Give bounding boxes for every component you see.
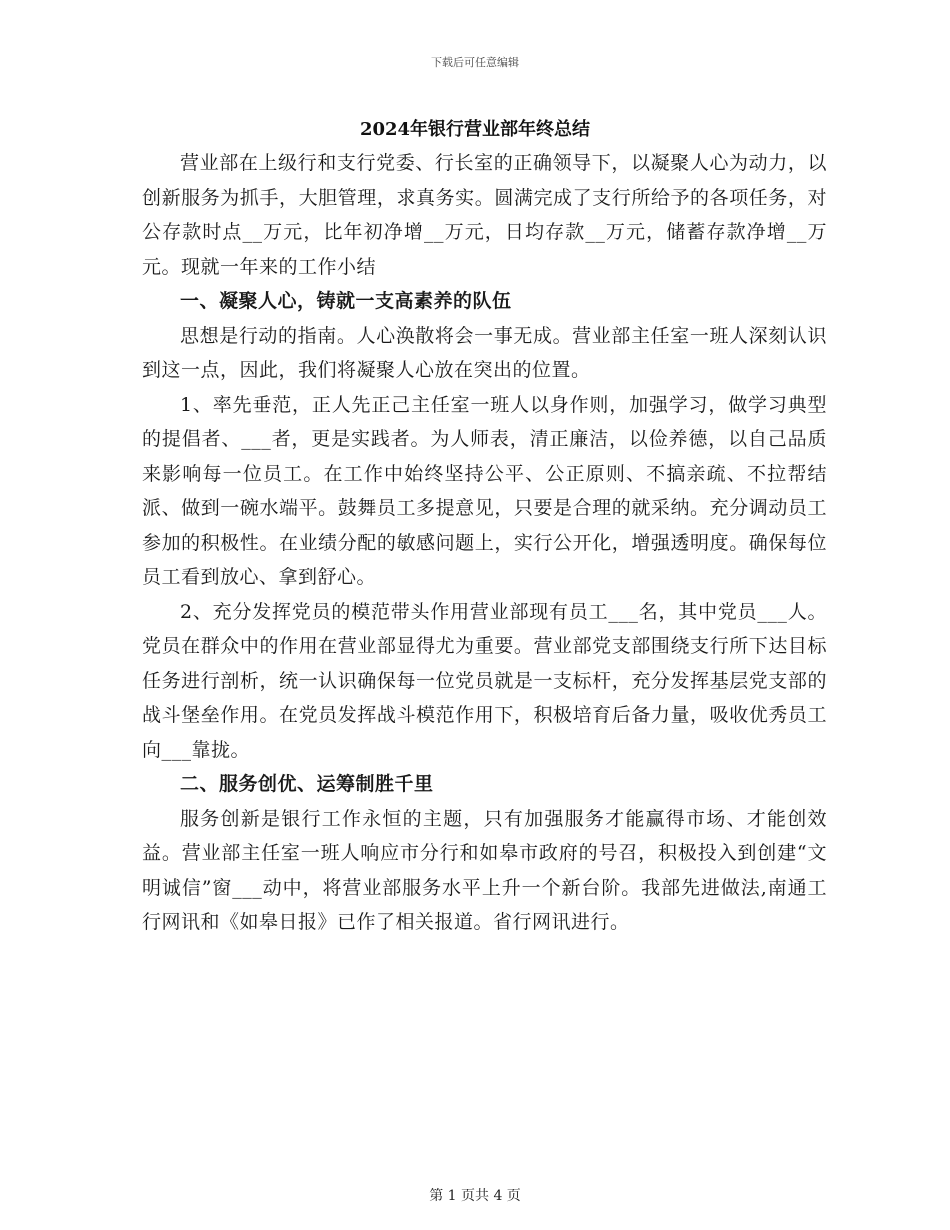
body-paragraph: 服务创新是银行工作永恒的主题，只有加强服务才能赢得市场、才能创效益。营业部主任室一班人响应市分行和如皋市政府的号召，积极投入到创建“文明诚信”窗___动中，将营业部服务水平上升一个新台阶。我部先进做法,南通工行网讯和《如皋日报》已作了相关报道。省行网讯进行。 [142, 807, 827, 933]
header-note: 下载后可任意编辑 [431, 56, 519, 69]
document-title: 2024年银行营业部年终总结 [359, 119, 591, 140]
document-body [142, 146, 827, 940]
body-paragraph: 思想是行动的指南。人心涣散将会一事无成。营业部主任室一班人深刻认识到这一点，因此，我们将凝聚人心放在突出的位置。 [142, 324, 827, 381]
page-indicator: 第 1 页共 4 页 [429, 1188, 521, 1204]
body-paragraph: 1、率先垂范，正人先正己主任室一班人以身作则，加强学习，做学习典型的提倡者、___者，更是实践者。为人师表，清正廉洁，以俭养德，以自己品质来影响每一位员工。在工作中始终坚持公平、公正原则、不搞亲疏、不拉帮结派、做到一碗水端平。鼓舞员工多提意见，只要是合理的就采纳。充分调动员工参加的积极性。在业绩分配的敏感问题上，实行公开化，增强透明度。确保每位员工看到放心、拿到舒心。 [142, 393, 827, 588]
section-heading-2: 二、服务创优、运筹制胜千里 [180, 773, 434, 795]
section-heading-1: 一、凝聚人心，铸就一支高素养的队伍 [180, 290, 512, 312]
body-paragraph: 2、充分发挥党员的模范带头作用营业部现有员工___名，其中党员___人。党员在群众中的作用在营业部显得尤为重要。营业部党支部围绕支行所下达目标任务进行剖析，统一认识确保每一位党员就是一支标杆，充分发挥基层党支部的战斗堡垒作用。在党员发挥战斗模范作用下，积极培育后备力量，吸收优秀员工向___靠拢。 [142, 600, 827, 761]
intro-paragraph: 营业部在上级行和支行党委、行长室的正确领导下，以凝聚人心为动力，以创新服务为抓手，大胆管理，求真务实。圆满完成了支行所给予的各项任务，对公存款时点__万元，比年初净增__万元，日均存款__万元，储蓄存款净增__万元。现就一年来的工作小结 [142, 152, 827, 278]
